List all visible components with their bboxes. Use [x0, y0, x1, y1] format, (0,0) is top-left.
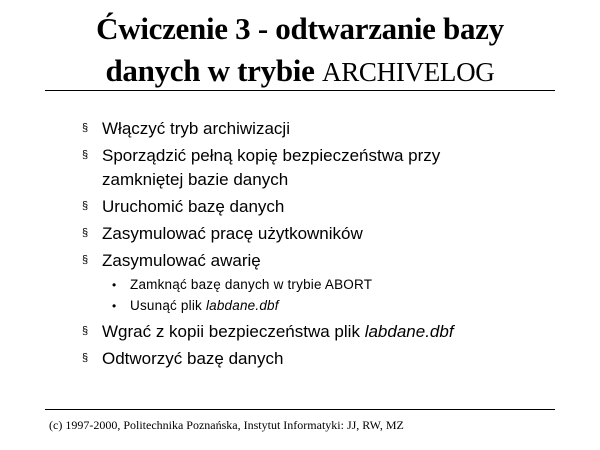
bullet-item-3: [82, 195, 562, 219]
sub-bullet-list: [82, 275, 562, 317]
square-bullet-icon: §: [82, 253, 89, 266]
bullet-item-4: [82, 222, 562, 246]
bullet-item-1: [82, 117, 562, 141]
square-bullet-icon: §: [82, 325, 89, 337]
file-name: labdane.dbf: [205, 298, 279, 313]
sub-bullet-item-1: [82, 275, 562, 295]
dot-bullet-icon: •: [112, 299, 117, 313]
bullet-text: Zasymulować pracę użytkowników: [102, 223, 363, 243]
bullet-item-5: [82, 249, 562, 273]
bullet-text: Włączyć tryb archiwizacji: [102, 119, 290, 138]
square-bullet-icon: §: [82, 226, 89, 239]
title-line-1: Ćwiczenie 3 - odtwarzanie bazy: [96, 11, 504, 46]
square-bullet-icon: §: [82, 149, 89, 161]
bullet-text: Uruchomić bazę danych: [102, 196, 285, 216]
bullet-text: Odtworzyć bazę danych: [102, 349, 284, 368]
bullet-item-6: [82, 320, 562, 344]
sub-bullet-item-2: [82, 296, 562, 316]
footer-divider: [45, 409, 555, 410]
bullet-list: [82, 117, 562, 374]
title-line-2-text: danych w trybie: [105, 53, 315, 88]
slide-title: [20, 8, 580, 93]
file-name: labdane.dbf: [364, 322, 454, 341]
sub-bullet-text: Zamknąć bazę danych w trybie ABORT: [130, 276, 373, 292]
bullet-item-2: [82, 144, 562, 191]
bullet-item-7: [82, 347, 562, 371]
bullet-text: Zasymulować awarię: [102, 250, 261, 270]
title-archivelog: ARCHIVELOG: [322, 57, 495, 87]
dot-bullet-icon: •: [112, 277, 117, 292]
bullet-text-line-1: Sporządzić pełną kopię bezpieczeństwa przy: [102, 146, 441, 165]
square-bullet-icon: §: [82, 352, 89, 364]
sub-bullet-text: Usunąć plik: [130, 298, 202, 313]
bullet-text: Wgrać z kopii bezpieczeństwa plik: [102, 322, 360, 341]
footer-copyright: (c) 1997-2000, Politechnika Poznańska, Instytut Informatyki: JJ, RW, MZ: [49, 418, 404, 432]
title-line-2: [20, 50, 580, 93]
title-divider: [45, 90, 555, 91]
square-bullet-icon: §: [82, 122, 89, 134]
bullet-text-line-2: zamkniętej bazie danych: [102, 169, 289, 189]
square-bullet-icon: §: [82, 199, 89, 212]
